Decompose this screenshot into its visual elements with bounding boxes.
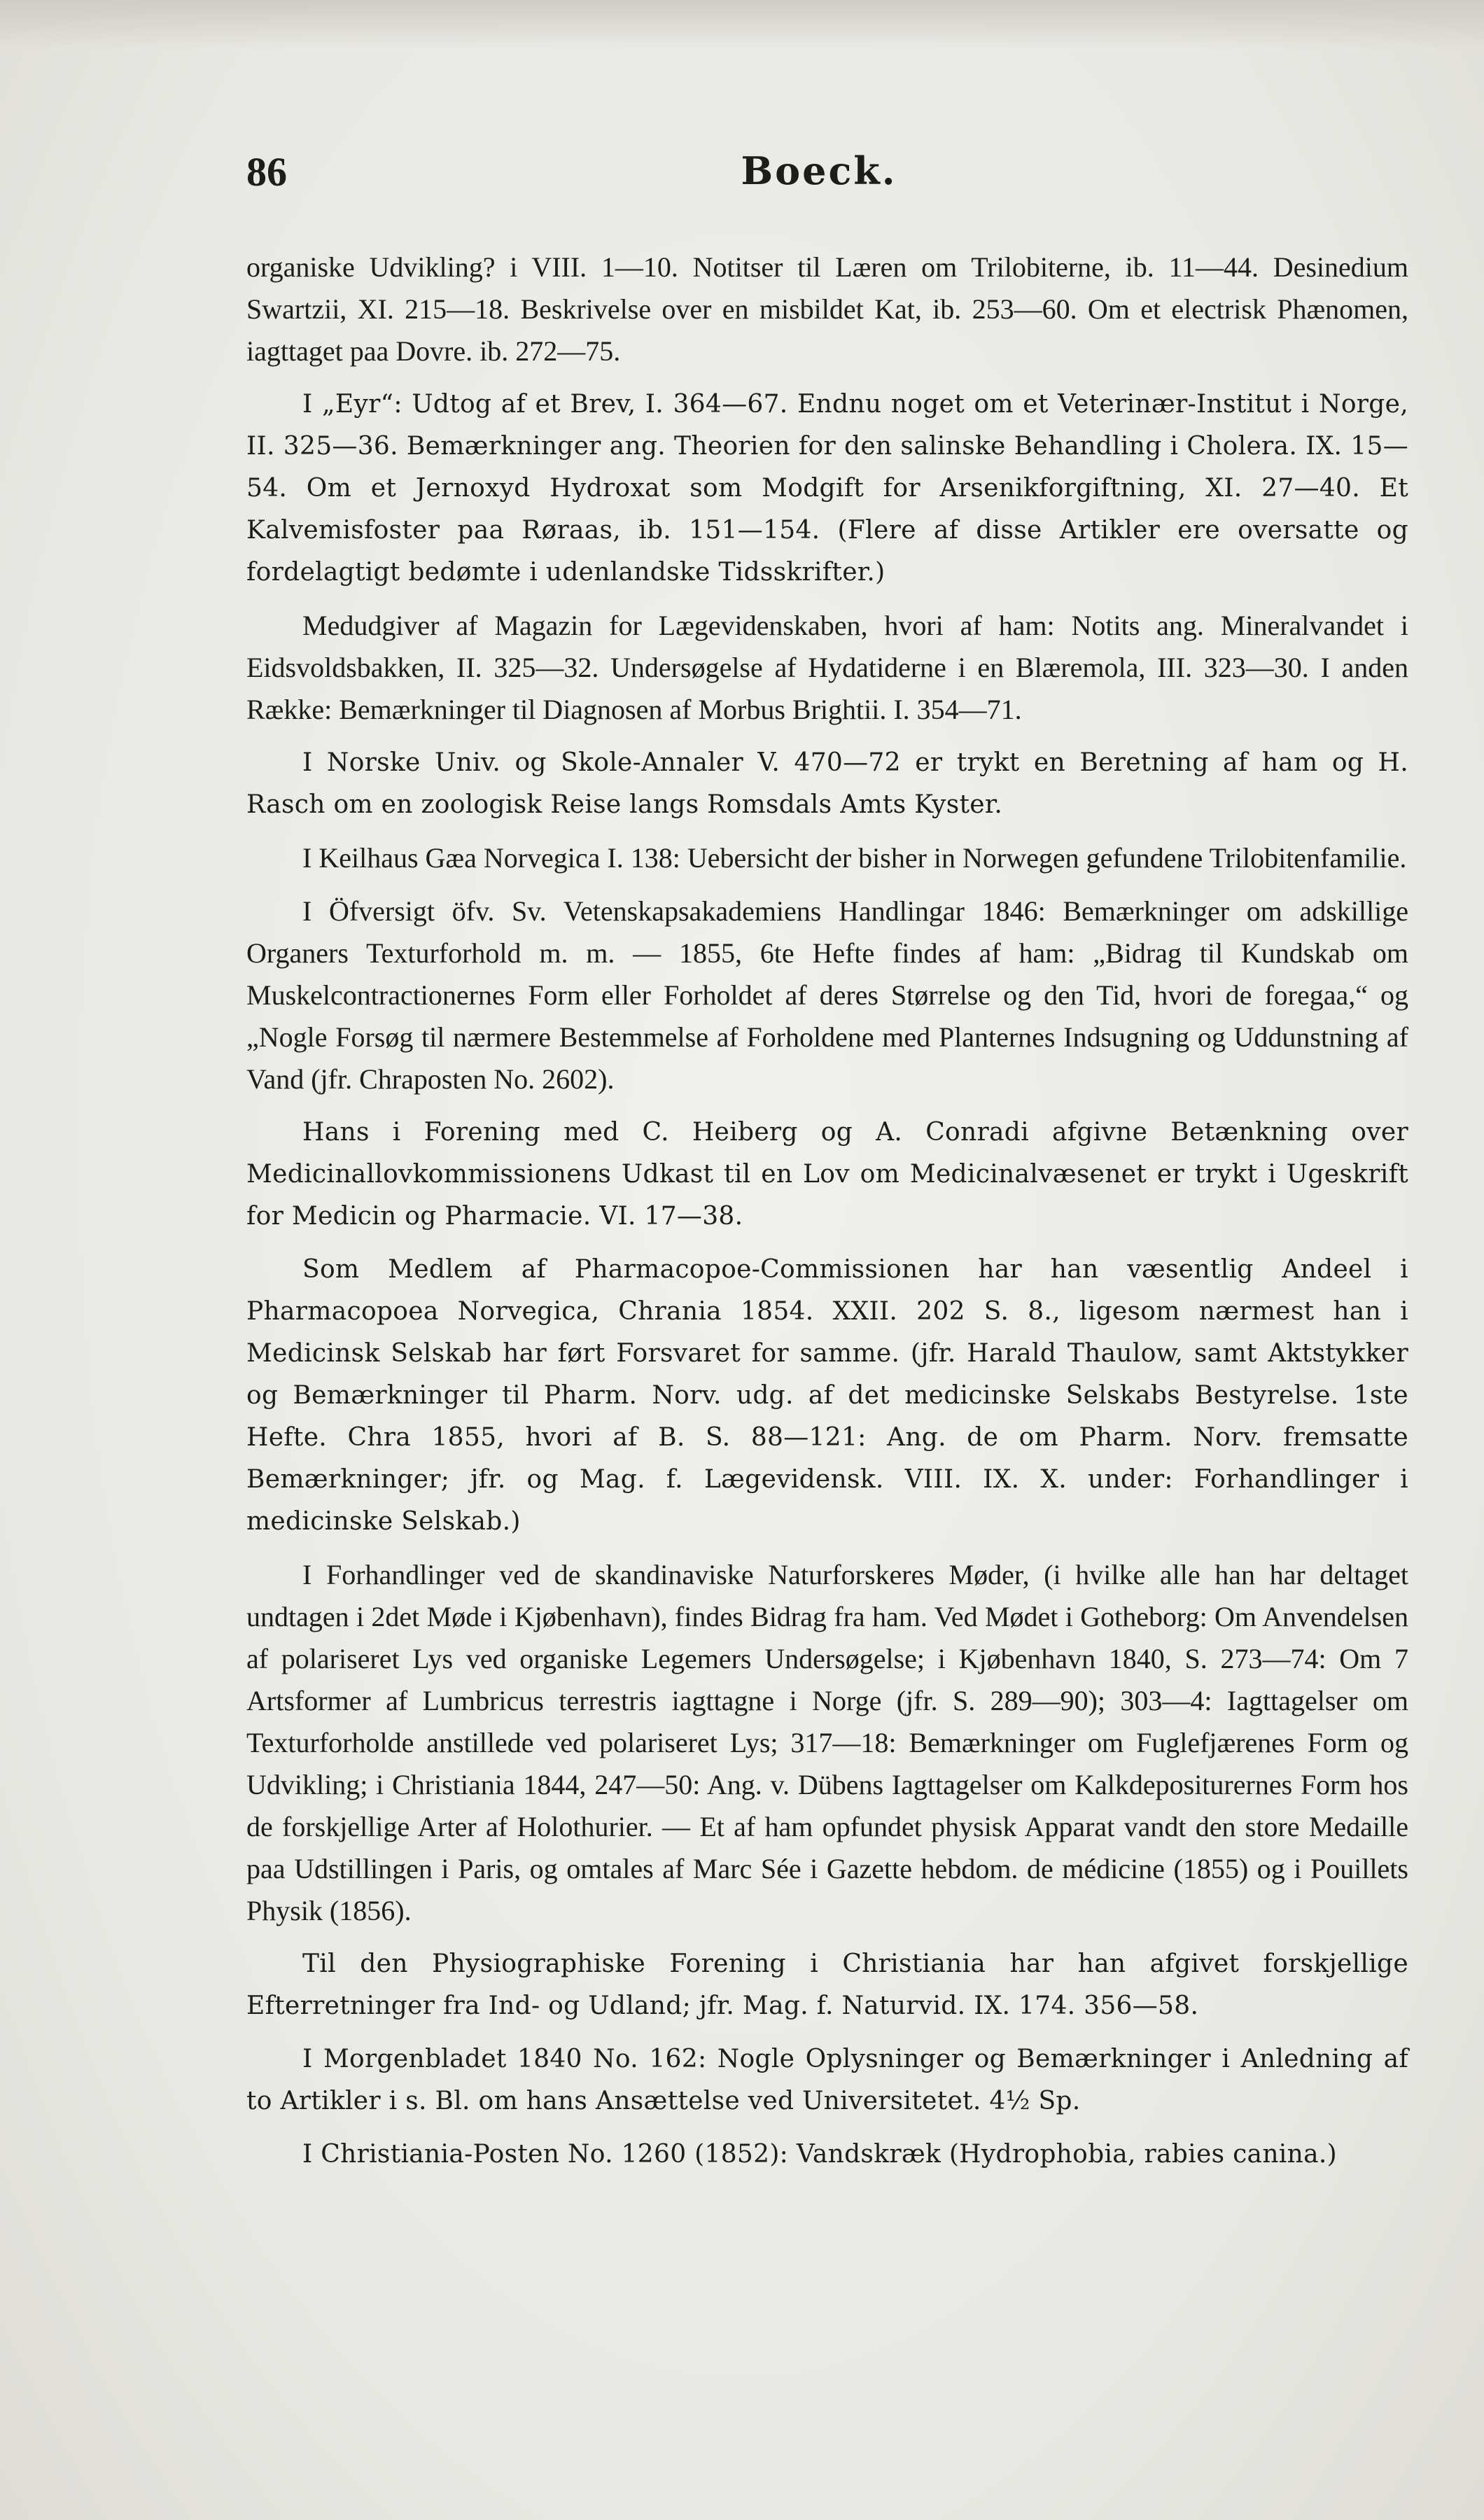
paragraph: Hans i Forening med C. Heiberg og A. Conradi afgivne Betænkning over Medicinallovkommissionens Udkast til en Lov om Medicinalvæsenet er trykt i Ugeskrift for Medicin og Pharmacie. VI. 17—38.	[246, 1118, 1408, 1231]
paragraph: Til den Physiographiske Forening i Christiania har han afgivet forskjellige Efterretninger fra Ind- og Udland; jfr. Mag. f. Naturvid. IX. 174. 356—58.	[246, 1949, 1408, 2020]
paragraph: organiske Udvikling? i VIII. 1—10. Notitser til Læren om Trilobiterne, ib. 11—44. Desinedium Swartzii, XI. 215—18. Beskrivelse over en misbildet Kat, ib. 253—60. Om et electrisk Phænomen, iagttaget paa Dovre. ib. 272—75.	[246, 251, 1408, 367]
paragraph: I „Eyr“: Udtog af et Brev, I. 364—67. Endnu noget om et Veterinær-Institut i Norge, II. 325—36. Bemærkninger ang. Theorien for den salinske Behandling i Cholera. IX. 15—54. Om et Jernoxyd Hydroxat som Modgift for Arsenikforgiftning, XI. 27—40. Et Kalvemisfoster paa Røraas, ib. 151—154. (Flere af disse Artikler ere oversatte og fordelagtigt bedømte i udenlandske Tidsskrifter.)	[246, 390, 1408, 587]
body-text	[246, 246, 1408, 2187]
paragraph: I Öfversigt öfv. Sv. Vetenskapsakademiens Handlingar 1846: Bemærkninger om adskillige Organers Texturforhold m. m. — 1855, 6te Hefte findes af ham: „Bidrag til Kundskab om Muskelcontractionernes Form eller Forholdet af deres Størrelse og den Tid, hvori de foregaa,“ og „Nogle Forsøg til nærmere Bestemmelse af Forholdene med Planternes Indsugning og Uddunstning af Vand (jfr. Chraposten No. 2602).	[246, 895, 1408, 1095]
paragraph: I Forhandlinger ved de skandinaviske Naturforskeres Møder, (i hvilke alle han har deltaget undtagen i 2det Møde i Kjøbenhavn), findes Bidrag fra ham. Ved Mødet i Gotheborg: Om Anvendelsen af polariseret Lys ved organiske Legemers Undersøgelse; i Kjøbenhavn 1840, S. 273—74: Om 7 Artsformer af Lumbricus terrestris iagttagne i Norge (jfr. S. 289—90); 303—4: Iagttagelser om Texturforholde anstillede ved polariseret Lys; 317—18: Bemærkninger om Fuglefjærenes Form og Udvikling; i Christiania 1844, 247—50: Ang. v. Dübens Iagttagelser om Kalkdepositurernes Form hos de forskjellige Arter af Holothurier. — Et af ham opfundet physisk Apparat vandt den store Medaille paa Udstillingen i Paris, og omtales af Marc Sée i Gazette hebdom. de médicine (1855) og i Pouillets Physik (1856).	[246, 1559, 1408, 1926]
paragraph: I Norske Univ. og Skole-Annaler V. 470—72 er trykt en Beretning af ham og H. Rasch om en zoologisk Reise langs Romsdals Amts Kyster.	[246, 748, 1408, 819]
paragraph: Medudgiver af Magazin for Lægevidenskaben, hvori af ham: Notits ang. Mineralvandet i Eidsvoldsbakken, II. 325—32. Undersøgelse af Hydatiderne i en Blæremola, III. 323—30. I anden Række: Bemærkninger til Diagnosen af Morbus Brightii. I. 354—71.	[246, 610, 1408, 725]
paragraph: I Keilhaus Gæa Norvegica I. 138: Uebersicht der bisher in Norwegen gefundene Trilobitenfamilie.	[302, 842, 1407, 874]
paragraph: Som Medlem af Pharmacopoe-Commissionen har han væsentlig Andeel i Pharmacopoea Norvegica, Chrania 1854. XXII. 202 S. 8., ligesom nærmest han i Medicinsk Selskab har ført Forsvaret for samme. (jfr. Harald Thaulow, samt Aktstykker og Bemærkninger til Pharm. Norv. udg. af det medicinske Selskabs Bestyrelse. 1ste Hefte. Chra 1855, hvori af B. S. 88—121: Ang. de om Pharm. Norv. fremsatte Bemærkninger; jfr. og Mag. f. Lægevidensk. VIII. IX. X. under: Forhandlinger i medicinske Selskab.)	[246, 1255, 1408, 1536]
paragraph: I Christiania-Posten No. 1260 (1852): Vandskræk (Hydrophobia, rabies canina.)	[302, 2140, 1337, 2169]
running-head: Boeck.	[741, 148, 897, 193]
page-number: 86	[246, 149, 287, 195]
page-top-shadow	[0, 0, 1484, 49]
paragraph: I Morgenbladet 1840 No. 162: Nogle Oplysninger og Bemærkninger i Anledning af to Artikler i s. Bl. om hans Ansættelse ved Universitetet. 4½ Sp.	[246, 2045, 1408, 2115]
